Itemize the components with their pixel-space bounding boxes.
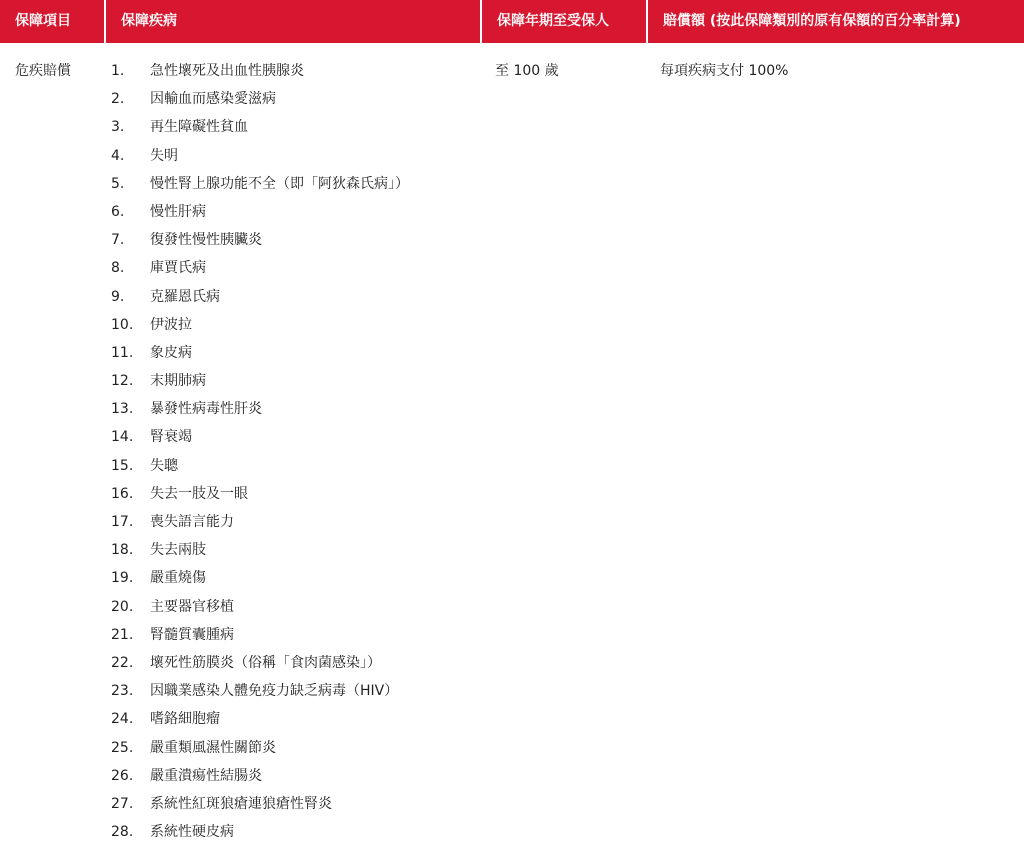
disease-name: 慢性肝病 (150, 203, 206, 220)
list-item (111, 709, 409, 737)
disease-name: 嚴重潰瘍性結腸炎 (150, 767, 262, 784)
list-item (111, 343, 409, 371)
item-number: 13. (111, 401, 134, 418)
benefit-amount: 每項疾病支付 100% (660, 63, 789, 79)
disease-name: 因職業感染人體免疫力缺乏病毒（HIV） (150, 683, 399, 700)
list-item (111, 540, 409, 568)
list-item (111, 174, 409, 202)
disease-name: 慢性腎上腺功能不全（即「阿狄森氏病」） (150, 175, 409, 192)
item-number: 15. (111, 457, 134, 474)
list-item (111, 61, 409, 89)
item-number: 18. (111, 542, 134, 559)
coverage-category: 危疾賠償 (15, 63, 71, 79)
list-item (111, 484, 409, 512)
item-number: 9. (111, 288, 125, 305)
header-coverage-item: 保障項目 (15, 13, 71, 29)
list-item (111, 822, 409, 849)
list-item (111, 258, 409, 286)
list-item (111, 456, 409, 484)
list-item (111, 287, 409, 315)
disease-list (111, 61, 409, 849)
disease-name: 伊波拉 (150, 316, 192, 333)
list-item (111, 794, 409, 822)
item-number: 19. (111, 570, 134, 587)
disease-name: 嗜鉻細胞瘤 (150, 711, 220, 728)
item-number: 17. (111, 514, 134, 530)
item-number: 21. (111, 626, 134, 643)
disease-name: 失聰 (150, 457, 178, 474)
disease-name: 失去一肢及一眼 (150, 485, 248, 502)
list-item (111, 427, 409, 455)
disease-name: 末期肺病 (150, 373, 206, 390)
table-header (0, 0, 1024, 43)
item-number: 14. (111, 429, 134, 446)
item-number: 27. (111, 795, 134, 812)
list-item (111, 399, 409, 427)
disease-name: 暴發性病毒性肝炎 (150, 401, 262, 418)
item-number: 11. (111, 344, 134, 361)
header-covered-diseases: 保障疾病 (104, 0, 480, 43)
item-number: 7. (111, 232, 125, 249)
item-number: 25. (111, 739, 134, 756)
item-number: 2. (111, 91, 125, 108)
item-number: 12. (111, 373, 134, 390)
disease-name: 系統性紅斑狼瘡連狼瘡性腎炎 (150, 795, 332, 812)
list-item (111, 625, 409, 653)
list-item (111, 653, 409, 681)
item-number: 23. (111, 683, 134, 700)
disease-name: 嚴重類風濕性關節炎 (150, 739, 276, 756)
list-item (111, 766, 409, 794)
list-item (111, 738, 409, 766)
list-item (111, 315, 409, 343)
coverage-term: 至 100 歲 (495, 63, 559, 79)
item-number: 1. (111, 63, 125, 79)
disease-name: 庫賈氏病 (150, 260, 206, 277)
list-item (111, 230, 409, 258)
disease-name: 急性壞死及出血性胰腺炎 (150, 63, 304, 79)
item-number: 26. (111, 767, 134, 784)
item-number: 4. (111, 147, 125, 164)
item-number: 16. (111, 485, 134, 502)
disease-name: 復發性慢性胰臟炎 (150, 232, 262, 249)
item-number: 28. (111, 824, 134, 841)
list-item (111, 597, 409, 625)
item-number: 3. (111, 119, 125, 136)
disease-name: 系統性硬皮病 (150, 824, 234, 841)
disease-name: 壞死性筋膜炎（俗稱「食肉菌感染」） (150, 654, 381, 671)
disease-name: 腎衰竭 (150, 429, 192, 446)
list-item (111, 512, 409, 540)
disease-name: 喪失語言能力 (150, 514, 234, 530)
disease-name: 克羅恩氏病 (150, 288, 220, 305)
item-number: 24. (111, 711, 134, 728)
disease-name: 象皮病 (150, 344, 192, 361)
list-item (111, 202, 409, 230)
item-number: 6. (111, 203, 125, 220)
disease-name: 失去兩肢 (150, 542, 206, 559)
list-item (111, 681, 409, 709)
disease-name: 主要器官移植 (150, 598, 234, 615)
list-item (111, 371, 409, 399)
list-item (111, 89, 409, 117)
disease-name: 失明 (150, 147, 178, 164)
item-number: 10. (111, 316, 134, 333)
item-number: 22. (111, 654, 134, 671)
item-number: 5. (111, 175, 125, 192)
item-number: 8. (111, 260, 125, 277)
item-number: 20. (111, 598, 134, 615)
disease-name: 再生障礙性貧血 (150, 119, 248, 136)
header-coverage-term: 保障年期至受保人 (480, 0, 646, 43)
list-item (111, 117, 409, 145)
disease-name: 嚴重燒傷 (150, 570, 206, 587)
disease-name: 腎髓質囊腫病 (150, 626, 234, 643)
header-benefit-amount: 賠償額 (按此保障類別的原有保額的百分率計算) (646, 0, 1024, 43)
list-item (111, 568, 409, 596)
disease-name: 因輸血而感染愛滋病 (150, 91, 276, 108)
list-item (111, 146, 409, 174)
